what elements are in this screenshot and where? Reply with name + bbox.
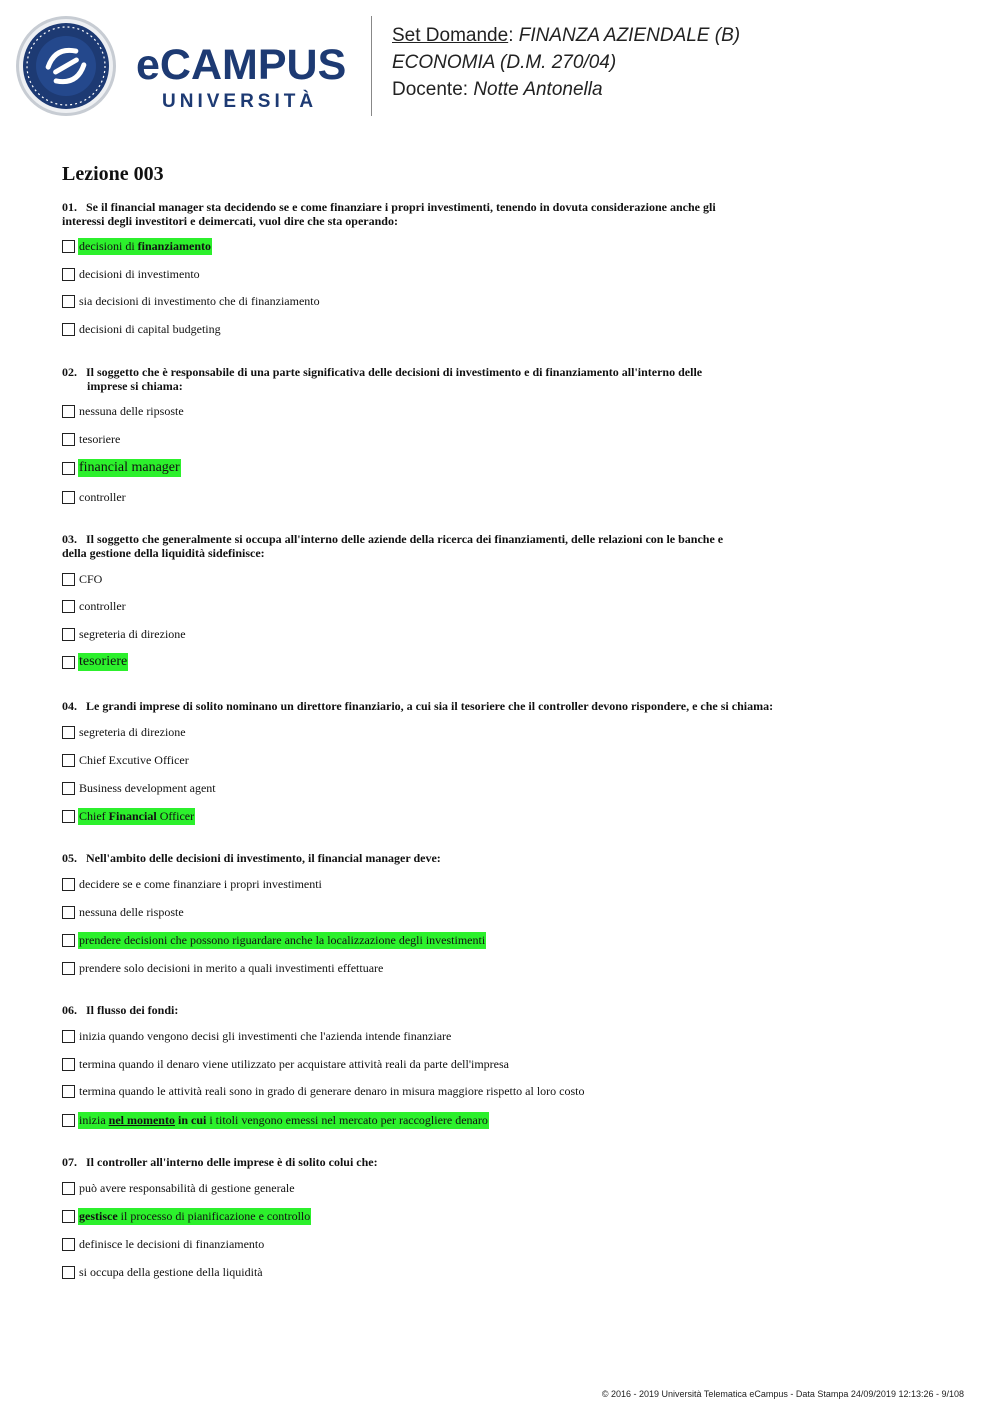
answer-text: segreteria di direzione bbox=[79, 626, 186, 641]
answer-part-bold: Financial bbox=[108, 808, 157, 823]
answer-part: inizia bbox=[79, 1112, 109, 1127]
answer-option[interactable] bbox=[62, 1111, 489, 1129]
checkbox-icon[interactable] bbox=[62, 1030, 75, 1043]
checkbox-icon[interactable] bbox=[62, 405, 75, 418]
ecampus-logo bbox=[14, 14, 354, 118]
answer-option[interactable] bbox=[62, 1027, 452, 1045]
correct-answer-text: tesoriere bbox=[79, 654, 128, 669]
question-text-cont: della gestione della liquidità sidefinisce: bbox=[62, 546, 265, 560]
question-text: Le grandi imprese di solito nominano un direttore finanziario, a cui sia il tesoriere che il controller devono rispondere, e che si chiama: bbox=[86, 699, 774, 713]
answer-option[interactable] bbox=[62, 430, 121, 448]
answer-text: controller bbox=[79, 489, 126, 504]
answer-part: i titoli vengono emessi nel mercato per raccogliere denaro bbox=[206, 1112, 488, 1127]
question-text: Il soggetto che è responsabile di una parte significativa delle decisioni di investimento e di finanziamento all'interno delle bbox=[86, 365, 703, 379]
answer-text: decidere se e come finanziare i propri investimenti bbox=[79, 876, 322, 891]
checkbox-icon[interactable] bbox=[62, 240, 75, 253]
correct-answer-text: financial manager bbox=[79, 460, 180, 475]
answer-option[interactable] bbox=[62, 237, 212, 255]
answer-text: termina quando le attività reali sono in grado di generare denaro in misura maggiore rispetto al loro costo bbox=[79, 1083, 585, 1098]
answer-part-bold: gestisce bbox=[79, 1208, 118, 1223]
question-5 bbox=[62, 851, 822, 865]
question-2 bbox=[62, 365, 822, 393]
answer-option[interactable] bbox=[62, 1082, 586, 1100]
answer-option[interactable] bbox=[62, 1207, 311, 1225]
checkbox-icon[interactable] bbox=[62, 934, 75, 947]
answer-part-bold: finanziamento bbox=[137, 238, 212, 253]
question-1 bbox=[62, 200, 822, 228]
question-6 bbox=[62, 1003, 822, 1017]
answer-text: nessuna delle ripsoste bbox=[79, 403, 184, 418]
answer-text: tesoriere bbox=[79, 431, 121, 446]
checkbox-icon[interactable] bbox=[62, 1058, 75, 1071]
ecampus-emblem-icon bbox=[14, 14, 118, 118]
course-line bbox=[392, 22, 740, 49]
question-text: Nell'ambito delle decisioni di investimento, il financial manager deve: bbox=[86, 851, 441, 865]
question-text: Il flusso dei fondi: bbox=[86, 1003, 179, 1017]
answer-option[interactable] bbox=[62, 779, 217, 797]
question-number: 05. bbox=[62, 851, 77, 865]
answer-option[interactable] bbox=[62, 1179, 296, 1197]
answer-option[interactable] bbox=[62, 875, 323, 893]
checkbox-icon[interactable] bbox=[62, 295, 75, 308]
answer-option[interactable] bbox=[62, 1235, 265, 1253]
checkbox-icon[interactable] bbox=[62, 878, 75, 891]
checkbox-icon[interactable] bbox=[62, 600, 75, 613]
answer-part: decisioni di bbox=[79, 238, 138, 253]
checkbox-icon[interactable] bbox=[62, 433, 75, 446]
question-7 bbox=[62, 1155, 822, 1169]
answer-text: CFO bbox=[79, 571, 103, 586]
checkbox-icon[interactable] bbox=[62, 1114, 75, 1127]
answer-text: Business development agent bbox=[79, 780, 216, 795]
checkbox-icon[interactable] bbox=[62, 962, 75, 975]
checkbox-icon[interactable] bbox=[62, 462, 75, 475]
checkbox-icon[interactable] bbox=[62, 754, 75, 767]
question-text: Il soggetto che generalmente si occupa all'interno delle aziende della ricerca dei finanziamenti, delle relazioni con le banche e bbox=[86, 532, 724, 546]
answer-text: segreteria di direzione bbox=[79, 724, 186, 739]
answer-option[interactable] bbox=[62, 723, 187, 741]
checkbox-icon[interactable] bbox=[62, 1266, 75, 1279]
checkbox-icon[interactable] bbox=[62, 1238, 75, 1251]
answer-option[interactable] bbox=[62, 292, 321, 310]
answer-text: decisioni di investimento bbox=[79, 266, 200, 281]
correct-answer-text: prendere decisioni che possono riguardare anche la localizzazione degli investimenti bbox=[79, 932, 486, 947]
course-info bbox=[392, 22, 740, 103]
answer-option[interactable] bbox=[62, 1263, 264, 1281]
set-label: Set Domande bbox=[392, 25, 509, 46]
checkbox-icon[interactable] bbox=[62, 810, 75, 823]
answer-text: prendere solo decisioni in merito a quali investimenti effettuare bbox=[79, 960, 384, 975]
lesson-title: Lezione 003 bbox=[62, 163, 164, 185]
answer-option[interactable] bbox=[62, 1055, 510, 1073]
checkbox-icon[interactable] bbox=[62, 323, 75, 336]
answer-text: nessuna delle risposte bbox=[79, 904, 184, 919]
checkbox-icon[interactable] bbox=[62, 1210, 75, 1223]
answer-option[interactable] bbox=[62, 402, 185, 420]
checkbox-icon[interactable] bbox=[62, 573, 75, 586]
checkbox-icon[interactable] bbox=[62, 491, 75, 504]
question-number: 01. bbox=[62, 200, 77, 214]
answer-option[interactable] bbox=[62, 653, 128, 671]
question-text: Il controller all'interno delle imprese è di solito colui che: bbox=[86, 1155, 378, 1169]
teacher-name: Notte Antonella bbox=[473, 79, 603, 100]
question-text: Se il financial manager sta decidendo se e come finanziare i propri investimenti, tenendo in dovuta considerazione anche gli bbox=[86, 200, 716, 214]
question-number: 02. bbox=[62, 365, 77, 379]
checkbox-icon[interactable] bbox=[62, 726, 75, 739]
answer-text: termina quando il denaro viene utilizzato per acquistare attività reali da parte dell'impresa bbox=[79, 1056, 509, 1071]
answer-option[interactable] bbox=[62, 320, 222, 338]
course-name: FINANZA AZIENDALE (B) bbox=[518, 25, 741, 46]
answer-option[interactable] bbox=[62, 265, 201, 283]
correct-answer-text bbox=[78, 1112, 489, 1129]
answer-option[interactable] bbox=[62, 931, 486, 949]
answer-text: può avere responsabilità di gestione generale bbox=[79, 1180, 295, 1195]
brand-name: eCAMPUS bbox=[136, 41, 347, 89]
answer-part-bold: nel momento bbox=[108, 1112, 175, 1127]
correct-answer-text bbox=[78, 1208, 311, 1225]
question-number: 07. bbox=[62, 1155, 77, 1169]
checkbox-icon[interactable] bbox=[62, 268, 75, 281]
question-4 bbox=[62, 699, 862, 713]
checkbox-icon[interactable] bbox=[62, 782, 75, 795]
answer-part: Chief bbox=[79, 808, 109, 823]
page-header bbox=[0, 0, 1000, 130]
teacher-line bbox=[392, 76, 740, 103]
answer-option[interactable] bbox=[62, 459, 181, 477]
answer-text: controller bbox=[79, 598, 126, 613]
page-footer: © 2016 - 2019 Università Telematica eCampus - Data Stampa 24/09/2019 12:13:26 - 9/108 bbox=[601, 1389, 964, 1399]
question-text-cont: interessi degli investitori e deimercati, vuol dire che sta operando: bbox=[62, 214, 398, 228]
answer-option[interactable] bbox=[62, 625, 187, 643]
answer-option[interactable] bbox=[62, 597, 127, 615]
question-number: 04. bbox=[62, 699, 77, 713]
correct-answer-text bbox=[78, 238, 212, 255]
brand-subtitle: UNIVERSITÀ bbox=[162, 91, 318, 112]
answer-option[interactable] bbox=[62, 807, 195, 825]
answer-option[interactable] bbox=[62, 959, 384, 977]
answer-text: Chief Excutive Officer bbox=[79, 752, 189, 767]
answer-option[interactable] bbox=[62, 488, 127, 506]
checkbox-icon[interactable] bbox=[62, 1085, 75, 1098]
answer-text: si occupa della gestione della liquidità bbox=[79, 1264, 263, 1279]
answer-text: definisce le decisioni di finanziamento bbox=[79, 1236, 265, 1251]
set-colon: : bbox=[508, 25, 514, 46]
checkbox-icon[interactable] bbox=[62, 628, 75, 641]
answer-text: sia decisioni di investimento che di finanziamento bbox=[79, 293, 320, 308]
degree-name: ECONOMIA (D.M. 270/04) bbox=[392, 52, 617, 73]
answer-option[interactable] bbox=[62, 903, 185, 921]
header-divider bbox=[371, 16, 372, 116]
answer-text: inizia quando vengono decisi gli investimenti che l'azienda intende finanziare bbox=[79, 1028, 452, 1043]
answer-part: Officer bbox=[156, 808, 195, 823]
answer-text: decisioni di capital budgeting bbox=[79, 321, 221, 336]
question-3 bbox=[62, 532, 822, 560]
checkbox-icon[interactable] bbox=[62, 656, 75, 669]
answer-part: il processo di pianificazione e controllo bbox=[117, 1208, 311, 1223]
degree-line bbox=[392, 49, 740, 76]
checkbox-icon[interactable] bbox=[62, 1182, 75, 1195]
answer-part-bold: in cui bbox=[177, 1112, 207, 1127]
question-text-cont: imprese si chiama: bbox=[87, 379, 183, 393]
answer-option[interactable] bbox=[62, 751, 190, 769]
correct-answer-text bbox=[78, 808, 195, 825]
answer-option[interactable] bbox=[62, 570, 103, 588]
checkbox-icon[interactable] bbox=[62, 906, 75, 919]
teacher-label: Docente: bbox=[392, 79, 469, 100]
question-number: 03. bbox=[62, 532, 77, 546]
question-number: 06. bbox=[62, 1003, 77, 1017]
